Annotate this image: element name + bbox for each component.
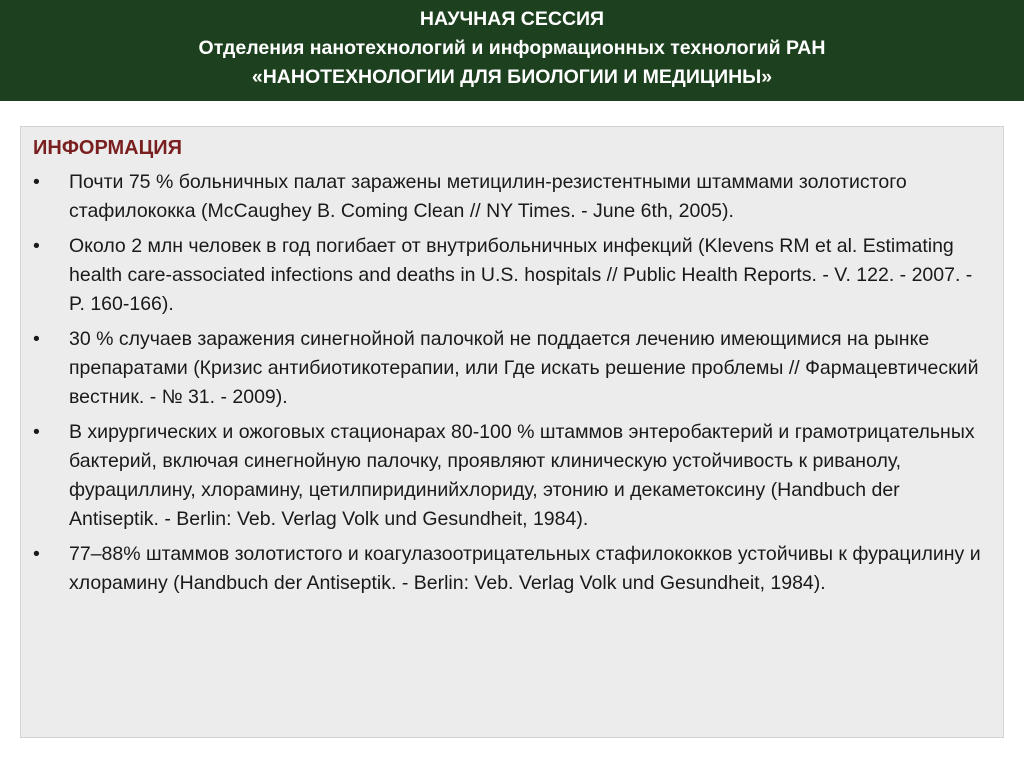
session-title: НАУЧНАЯ СЕССИЯ — [419, 8, 605, 30]
bullet-icon: • — [33, 543, 40, 565]
list-item — [33, 168, 983, 226]
bullet-icon: • — [33, 171, 40, 193]
list-item — [33, 418, 983, 534]
bullet-text: 77–88% штаммов золотистого и коагулазоотрицательных стафилококков устойчивы к фурацилину и хлорамину (Handbuch der Antiseptik. - Berlin: Veb. Verlag Volk und Gesundheit, 1984). — [69, 543, 981, 594]
bullet-text: 30 % случаев заражения синегнойной палочкой не поддается лечению имеющимися на рынке препаратами (Кризис антибиотикотерапии, или Где искать решение проблемы // Фармацевтический вестник. - № 31. - 2009). — [69, 328, 979, 408]
header-banner — [0, 0, 1024, 101]
bullet-text: Около 2 млн человек в год погибает от внутрибольничных инфекций (Klevens RM et al. Estimating health care-associated infections and deaths in U.S. hospitals // Public Health Reports. - V. 122. - 2007. - P. 160-166). — [69, 235, 973, 315]
list-item — [33, 540, 983, 598]
content-panel — [20, 126, 1004, 738]
department-name: Отделения нанотехнологий и информационных технологий РАН — [198, 37, 826, 59]
bullet-icon: • — [33, 235, 40, 257]
conference-title: «НАНОТЕХНОЛОГИИ ДЛЯ БИОЛОГИИ И МЕДИЦИНЫ» — [251, 66, 773, 88]
bullet-list — [33, 168, 983, 598]
list-item — [33, 232, 983, 319]
list-item — [33, 325, 983, 412]
bullet-icon: • — [33, 328, 40, 350]
bullet-text: В хирургических и ожоговых стационарах 80-100 % штаммов энтеробактерий и грамотрицательных бактерий, включая синегнойную палочку, проявляют клиническую устойчивость к риванолу, фурациллину, хлорамину, цетилпиридинийхлориду, этонию и декаметоксину (Handbuch der Antiseptik. - Berlin: Veb. Verlag Volk und Gesundheit, 1984). — [69, 421, 975, 530]
bullet-icon: • — [33, 421, 40, 443]
section-title: ИНФОРМАЦИЯ — [33, 137, 182, 159]
bullet-text: Почти 75 % больничных палат заражены метицилин-резистентными штаммами золотистого стафилококка (McCaughey B. Coming Clean // NY Times. - June 6th, 2005). — [69, 171, 907, 222]
